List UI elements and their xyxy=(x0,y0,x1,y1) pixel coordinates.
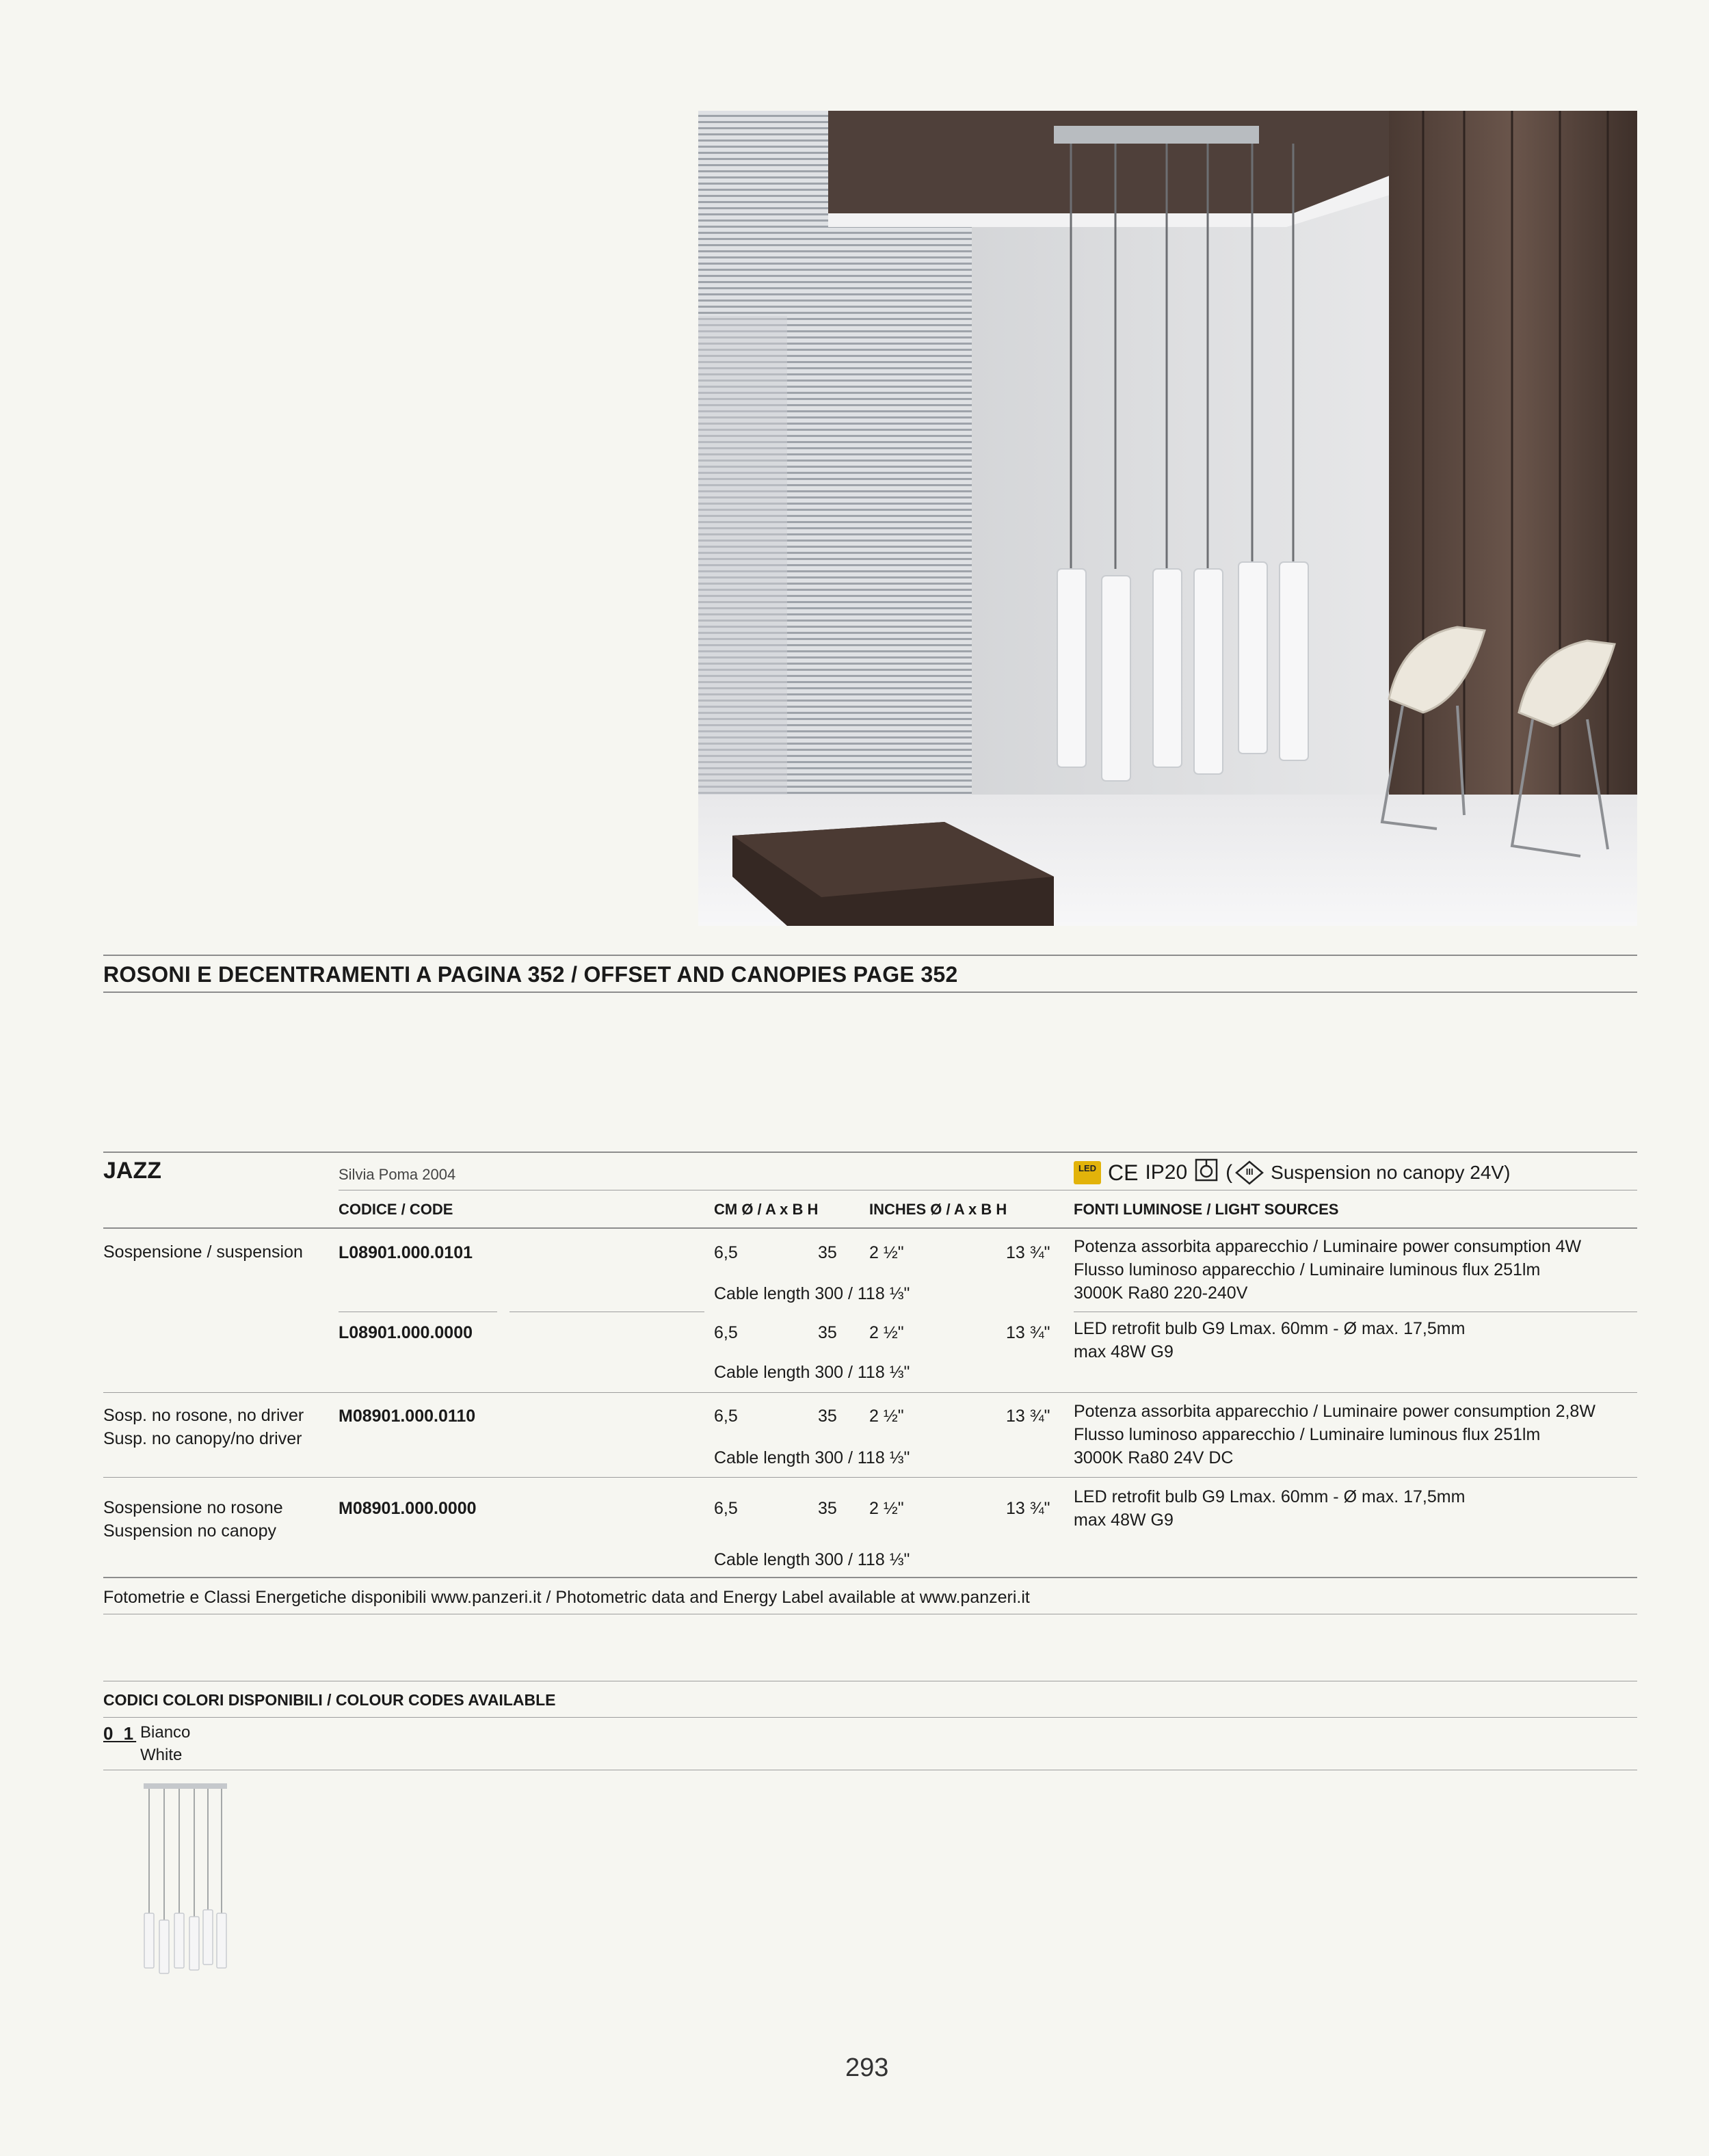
colour-code: 0 1 xyxy=(103,1723,137,1744)
section-title: ROSONI E DECENTRAMENTI A PAGINA 352 / OFFSET AND CANOPIES PAGE 352 xyxy=(103,962,958,987)
row-cm-height: 35 xyxy=(818,1499,837,1518)
row-cable-length: Cable length 300 / 118 ⅓" xyxy=(714,1363,910,1382)
row-cable-length: Cable length 300 / 118 ⅓" xyxy=(714,1448,910,1467)
row-cm-diameter: 6,5 xyxy=(714,1243,738,1262)
row-source-line: LED retrofit bulb G9 Lmax. 60mm - Ø max. 17,5mm xyxy=(1074,1487,1466,1506)
row-inch-height: 13 ¾" xyxy=(1006,1323,1050,1342)
row-inch-diameter: 2 ½" xyxy=(869,1243,904,1262)
led-badge-icon: LED xyxy=(1074,1161,1101,1184)
class-note-open: ( xyxy=(1226,1161,1233,1184)
group-divider xyxy=(103,1392,1637,1393)
row-cable-length: Cable length 300 / 118 ⅓" xyxy=(714,1550,910,1569)
colours-title: CODICI COLORI DISPONIBILI / COLOUR CODES AVAILABLE xyxy=(103,1691,556,1709)
page-number: 293 xyxy=(845,2053,889,2082)
colour-name-en: White xyxy=(140,1746,183,1764)
row-cm-height: 35 xyxy=(818,1243,837,1262)
row-source-line: Flusso luminoso apparecchio / Luminaire luminous flux 251lm xyxy=(1074,1260,1541,1279)
product-designer: Silvia Poma 2004 xyxy=(339,1166,456,1183)
colour-name-it: Bianco xyxy=(140,1723,191,1742)
group-3-type: Suspension no canopy xyxy=(103,1521,276,1541)
product-photo xyxy=(698,111,1637,926)
header-cm: CM Ø / A x B H xyxy=(714,1201,819,1218)
row-code: L08901.000.0101 xyxy=(339,1243,473,1262)
row-inch-diameter: 2 ½" xyxy=(869,1407,904,1426)
row-source-line: max 48W G9 xyxy=(1074,1342,1174,1361)
section-title-top-rule xyxy=(103,955,1637,956)
row-source-line: LED retrofit bulb G9 Lmax. 60mm - Ø max. 17,5mm xyxy=(1074,1319,1466,1338)
row-cm-diameter: 6,5 xyxy=(714,1499,738,1518)
class-iii-icon xyxy=(1235,1160,1264,1185)
colours-header-rule xyxy=(103,1717,1637,1718)
certification-icons xyxy=(1074,1159,1510,1186)
row-code: L08901.000.0000 xyxy=(339,1323,473,1342)
lamp-icon xyxy=(1194,1158,1219,1188)
group-1-type: Sospensione / suspension xyxy=(103,1242,303,1262)
ce-mark-icon: CE xyxy=(1108,1160,1139,1185)
class-note: Suspension no canopy 24V) xyxy=(1271,1162,1511,1183)
group-3-type: Sospensione no rosone xyxy=(103,1498,283,1517)
row-inch-height: 13 ¾" xyxy=(1006,1243,1050,1262)
group-2-type: Susp. no canopy/no driver xyxy=(103,1429,302,1448)
photometric-footnote: Fotometrie e Classi Energetiche disponibili www.panzeri.it / Photometric data and Energy Label available at www.panzeri.it xyxy=(103,1588,1030,1607)
header-inches: INCHES Ø / A x B H xyxy=(869,1201,1007,1218)
row-source-line: Potenza assorbita apparecchio / Luminaire power consumption 2,8W xyxy=(1074,1402,1595,1421)
row-cm-height: 35 xyxy=(818,1407,837,1426)
row-source-line: max 48W G9 xyxy=(1074,1510,1174,1530)
table-bottom-rule xyxy=(103,1577,1637,1578)
row-source-line: 3000K Ra80 220-240V xyxy=(1074,1283,1248,1303)
product-table-top-rule xyxy=(103,1152,1637,1153)
row-cm-diameter: 6,5 xyxy=(714,1323,738,1342)
row-cm-height: 35 xyxy=(818,1323,837,1342)
row-source-line: Potenza assorbita apparecchio / Luminaire power consumption 4W xyxy=(1074,1237,1582,1256)
row-inch-height: 13 ¾" xyxy=(1006,1407,1050,1426)
row-cable-length: Cable length 300 / 118 ⅓" xyxy=(714,1284,910,1303)
header-bottom-rule xyxy=(103,1227,1637,1229)
row-code: M08901.000.0000 xyxy=(339,1499,477,1518)
class-iii-label: III xyxy=(1245,1167,1254,1177)
row-inch-diameter: 2 ½" xyxy=(869,1499,904,1518)
row-cm-diameter: 6,5 xyxy=(714,1407,738,1426)
ip-rating: IP20 xyxy=(1145,1161,1188,1184)
row-inch-height: 13 ¾" xyxy=(1006,1499,1050,1518)
row-code: M08901.000.0110 xyxy=(339,1407,476,1426)
product-thumbnail xyxy=(137,1783,233,1975)
row-source-line: 3000K Ra80 24V DC xyxy=(1074,1448,1234,1467)
header-light-sources: FONTI LUMINOSE / LIGHT SOURCES xyxy=(1074,1201,1339,1218)
row-inch-diameter: 2 ½" xyxy=(869,1323,904,1342)
group-2-type: Sosp. no rosone, no driver xyxy=(103,1406,304,1425)
product-name: JAZZ xyxy=(103,1158,161,1184)
section-title-bottom-rule xyxy=(103,992,1637,993)
header-code: CODICE / CODE xyxy=(339,1201,453,1218)
row-source-line: Flusso luminoso apparecchio / Luminaire luminous flux 251lm xyxy=(1074,1425,1541,1444)
group-divider xyxy=(103,1477,1637,1478)
